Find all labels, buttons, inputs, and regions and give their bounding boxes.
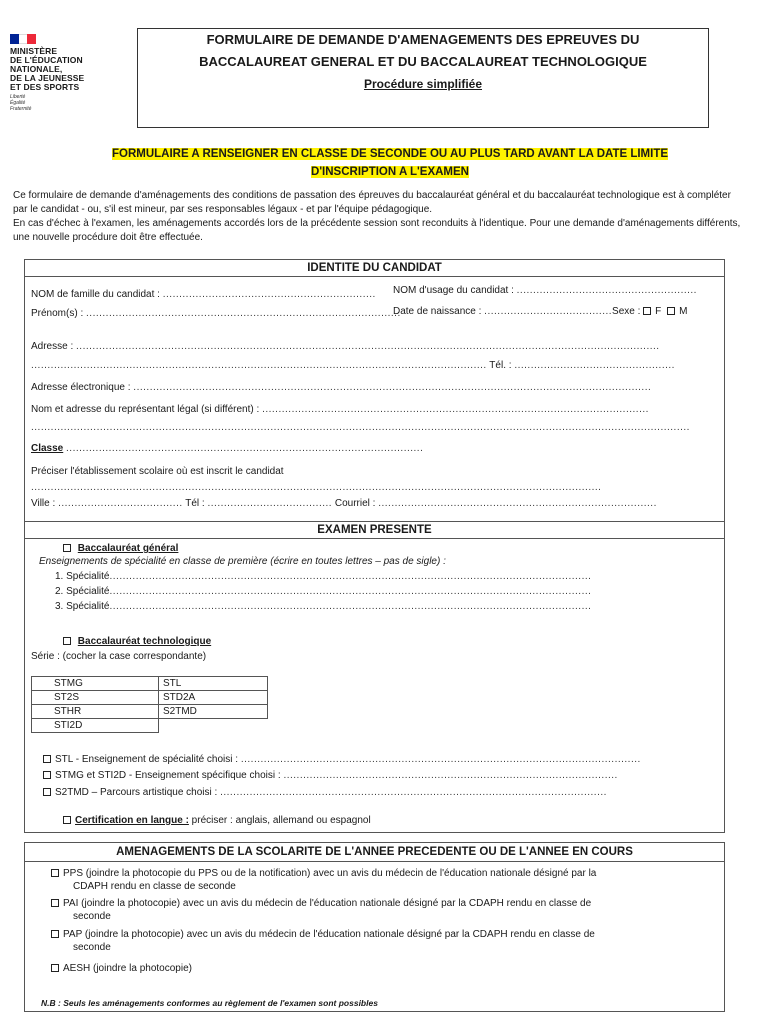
amenagements-section — [24, 842, 725, 1012]
intro-paragraph-2: En cas d'échec à l'examen, les aménagements accordés lors de la précédente session sont reconduits à l'identique. Pour une demande d'aménagements différents, une nouvelle procédure doit être effectuée. — [13, 218, 741, 243]
deadline-notice — [60, 144, 720, 180]
courriel-label: Courriel : — [334, 498, 376, 509]
certification-label: Certification en langue : — [75, 815, 189, 826]
table-row — [32, 719, 268, 733]
nom-usage-field[interactable]: NOM d'usage du candidat : ....................................................... — [393, 285, 697, 296]
aesh-checkbox[interactable] — [51, 964, 59, 972]
empty-cell — [159, 719, 268, 733]
pai-label: PAI (joindre la photocopie) avec un avis du médecin de l'éducation nationale désigné par la CDAPH rendu en classe de — [63, 898, 592, 909]
s2tmd-option[interactable]: S2TMD – Parcours artistique choisi : ...................................................................................................................... — [43, 787, 607, 799]
pps-option[interactable] — [51, 868, 596, 880]
specialite-1-field[interactable]: 1. Spécialité................................................................................................................................................... — [55, 571, 592, 582]
serie-cell[interactable]: ST2S — [32, 691, 159, 705]
pap-label-line2: seconde — [73, 942, 111, 953]
prenoms-field[interactable]: Prénom(s) : ................................................................................................ — [31, 308, 401, 319]
motto-line: Liberté — [10, 94, 26, 100]
notice-line2: D'INSCRIPTION A L'EXAMEN — [311, 166, 469, 178]
serie-cell[interactable]: S2TMD — [159, 705, 268, 719]
email-field[interactable]: Adresse électronique : .............................................................................................................................................................. — [31, 382, 652, 393]
amenagements-title: AMENAGEMENTS DE LA SCOLARITE DE L'ANNEE PRECEDENTE OU DE L'ANNEE EN COURS — [25, 843, 724, 862]
logo-line: MINISTÈRE — [10, 46, 58, 56]
s2tmd-label: S2TMD – Parcours artistique choisi : — [55, 787, 218, 798]
bac-techno-label: Baccalauréat technologique — [77, 636, 212, 647]
logo-line: DE LA JEUNESSE — [10, 73, 85, 83]
representant-line2[interactable]: ......................................................................................................................................................................................................... — [31, 422, 690, 433]
title-box — [137, 28, 709, 128]
specialites-intro: Enseignements de spécialité en classe de première (écrire en toutes lettres – pas de sigle) : — [39, 556, 446, 567]
date-naissance-label: Date de naissance : — [393, 306, 482, 317]
etablissement-line[interactable]: .............................................................................................................................................................................. — [31, 482, 602, 493]
logo-line: DE L'ÉDUCATION — [10, 55, 83, 65]
sexe-f-checkbox[interactable] — [643, 307, 651, 315]
pai-checkbox[interactable] — [51, 899, 59, 907]
serie-intro: Série : (cocher la case correspondante) — [31, 651, 207, 662]
bac-general-option[interactable] — [63, 543, 178, 555]
stmg-option[interactable]: STMG et STI2D - Enseignement spécifique choisi : ...................................................................................................... — [43, 770, 618, 782]
bac-general-label: Baccalauréat général — [77, 543, 179, 554]
adresse-field[interactable]: Adresse : .................................................................................................................................................................................. — [31, 341, 660, 352]
bac-techno-option[interactable] — [63, 636, 211, 648]
etablissement-label: Préciser l'établissement scolaire où est inscrit le candidat — [31, 466, 284, 477]
classe-field[interactable]: Classe ............................................................................................................. — [31, 443, 424, 454]
examen-title: EXAMEN PRESENTE — [317, 524, 432, 536]
flag-icon — [10, 34, 36, 44]
aesh-label: AESH (joindre la photocopie) — [63, 963, 192, 974]
motto-line: Égalité — [10, 100, 26, 106]
logo-line: ET DES SPORTS — [10, 82, 80, 92]
bac-techno-checkbox[interactable] — [63, 637, 71, 645]
adresse-label: Adresse : — [31, 341, 74, 352]
identite-examen-section — [24, 259, 725, 833]
pai-label-line2: seconde — [73, 911, 111, 922]
specialite-label: 1. Spécialité — [55, 571, 110, 582]
s2tmd-checkbox[interactable] — [43, 788, 51, 796]
table-row — [32, 705, 268, 719]
classe-label: Classe — [31, 443, 64, 454]
bac-general-checkbox[interactable] — [63, 544, 71, 552]
certification-option[interactable] — [63, 815, 371, 827]
identite-title: IDENTITE DU CANDIDAT — [25, 260, 724, 277]
motto — [10, 94, 120, 112]
adresse-line2[interactable]: ........................................................................................................................................... Tél. : ................................................. — [31, 360, 675, 371]
form-title-line1: FORMULAIRE DE DEMANDE D'AMENAGEMENTS DES EPREUVES DU — [206, 32, 640, 47]
tel-label: Tél. : — [489, 360, 512, 371]
nom-famille-label: NOM de famille du candidat : — [31, 289, 160, 300]
stl-checkbox[interactable] — [43, 755, 51, 763]
table-row — [32, 691, 268, 705]
stl-label: STL - Enseignement de spécialité choisi : — [55, 754, 239, 765]
notice-line1: FORMULAIRE A RENSEIGNER EN CLASSE DE SECONDE OU AU PLUS TARD AVANT LA DATE LIMITE — [111, 148, 669, 160]
sexe-m-label: M — [679, 306, 688, 317]
serie-cell[interactable]: STHR — [32, 705, 159, 719]
stmg-label: STMG et STI2D - Enseignement spécifique choisi : — [55, 770, 281, 781]
representant-label: Nom et adresse du représentant légal (si différent) : — [31, 404, 260, 415]
serie-cell[interactable]: STL — [159, 677, 268, 691]
intro-text — [13, 189, 748, 245]
sexe-f-label: F — [655, 306, 662, 317]
nb-note: N.B : Seuls les aménagements conformes au règlement de l'examen sont possibles — [41, 998, 378, 1008]
pap-option[interactable] — [51, 929, 595, 941]
intro-paragraph-1: Ce formulaire de demande d'aménagements des conditions de passation des épreuves du baccalauréat général et du baccalauréat technologique est à compléter par le candidat - ou, s'il est mineur, par ses responsables légaux - et par l'équipe pédagogique. — [13, 190, 731, 215]
prenoms-label: Prénom(s) : — [31, 308, 84, 319]
ministry-logo — [10, 34, 120, 112]
nom-famille-field[interactable]: NOM de famille du candidat : ................................................................. — [31, 289, 376, 300]
sexe-label: Sexe : — [612, 306, 641, 317]
stmg-checkbox[interactable] — [43, 771, 51, 779]
pps-checkbox[interactable] — [51, 869, 59, 877]
pap-label: PAP (joindre la photocopie) avec un avis du médecin de l'éducation nationale désigné par la CDAPH rendu en classe de — [63, 929, 595, 940]
nom-usage-label: NOM d'usage du candidat : — [393, 285, 514, 296]
motto-line: Fraternité — [10, 106, 32, 112]
ville-field[interactable]: Ville : ...................................... Tél : ...................................... Courriel : ..................................................................................... — [31, 498, 657, 509]
date-naissance-field[interactable]: Date de naissance : .......................................Sexe : F M — [393, 306, 688, 317]
pai-option[interactable] — [51, 898, 591, 910]
certification-checkbox[interactable] — [63, 816, 71, 824]
sexe-m-checkbox[interactable] — [667, 307, 675, 315]
form-title-line2: BACCALAUREAT GENERAL ET DU BACCALAUREAT TECHNOLOGIQUE — [199, 54, 647, 69]
certification-text: préciser : anglais, allemand ou espagnol — [188, 815, 371, 826]
tel2-label: Tél : — [185, 498, 205, 509]
specialite-label: 3. Spécialité — [55, 601, 110, 612]
specialite-label: 2. Spécialité — [55, 586, 110, 597]
table-row — [32, 677, 268, 691]
specialite-2-field[interactable]: 2. Spécialité................................................................................................................................................... — [55, 586, 592, 597]
serie-cell[interactable]: STI2D — [32, 719, 159, 733]
email-label: Adresse électronique : — [31, 382, 131, 393]
serie-cell[interactable]: STD2A — [159, 691, 268, 705]
logo-line: NATIONALE, — [10, 64, 63, 74]
representant-field[interactable]: Nom et adresse du représentant légal (si différent) : ...................................................................................................................... — [31, 404, 649, 415]
ville-label: Ville : — [31, 498, 56, 509]
specialite-3-field[interactable]: 3. Spécialité................................................................................................................................................... — [55, 601, 592, 612]
pps-label: PPS (joindre la photocopie du PPS ou de la notification) avec un avis du médecin de l'éducation nationale désigné par la — [63, 868, 597, 879]
serie-cell[interactable]: STMG — [32, 677, 159, 691]
series-table — [31, 676, 268, 733]
pps-label-line2: CDAPH rendu en classe de seconde — [73, 881, 236, 892]
aesh-option[interactable] — [51, 963, 192, 975]
form-subtitle: Procédure simplifiée — [363, 77, 483, 91]
pap-checkbox[interactable] — [51, 930, 59, 938]
stl-option[interactable]: STL - Enseignement de spécialité choisi : .......................................................................................................................... — [43, 754, 641, 766]
